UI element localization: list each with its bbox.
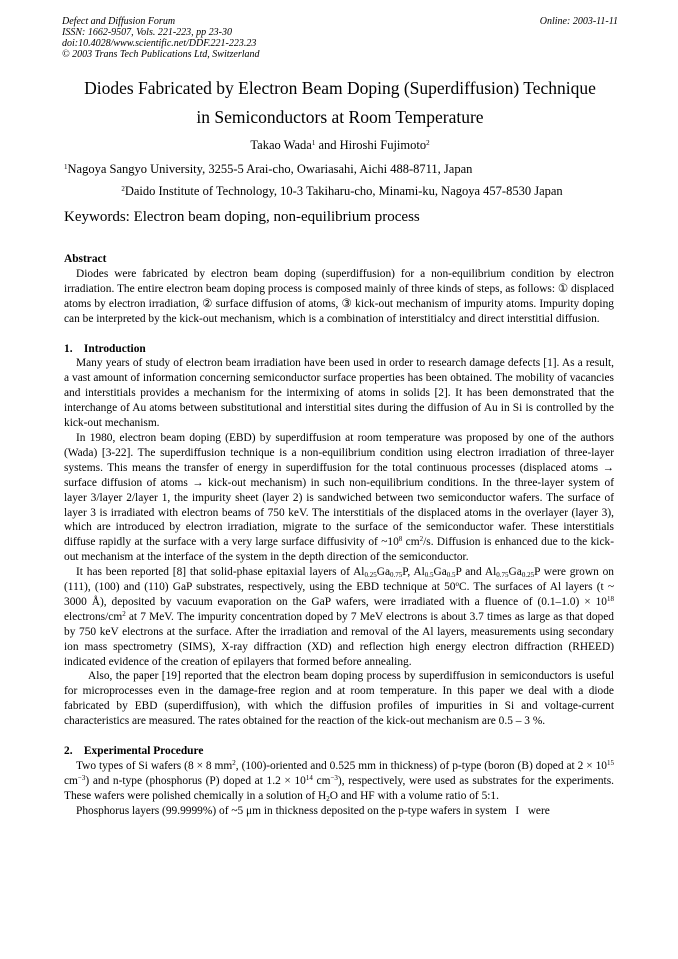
intro-p3-sup: 2 (122, 609, 126, 618)
exp-p1-sup: −3 (330, 773, 338, 782)
intro-p2-text-a: In 1980, electron beam doping (EBD) by superdiffusion at room temperature was proposed by one of the authors (Wada) [3-22]. The superdiffusion technique is a non-equilibrium condition using electron irradiation of three-layer systems. This means the transfer of energy in superdiffusion for the total continuous processes (displaced atoms → surface diffusion of atoms → kick-out mechanism) in such non-equilibrium conditions. In the three-layer system of layer 3/layer 2/layer 1, the impurity sheet (layer 2) is sandwiched between two semiconductor wafers. The surface of layer 3 is irradiated with electron beams of 750 keV. The interstitials of the displaced atoms in the overlayer (layer 3), which are introduced by electron irradiation, migrate to the surface of the semiconductor wafer. These interstitials diffuse rapidly at the surface with a very large surface diffusivity of ~10 (64, 431, 614, 549)
exp-p1-sub: 2 (326, 794, 330, 803)
exp-p1-text: cm (64, 774, 78, 787)
issn-line: ISSN: 1662-9507, Vols. 221-223, pp 23-30 (62, 27, 232, 38)
section-heading-experimental: 2. Experimental Procedure (64, 745, 204, 758)
title-line-1: Diodes Fabricated by Electron Beam Doping (Superdiffusion) Technique (84, 78, 596, 98)
intro-p3-text: P were grown on (111), (100) and (110) GaP substrates, respectively, using the EBD technique at 50 (64, 566, 614, 594)
online-date: Online: 2003-11-11 (539, 16, 618, 27)
exp-p1-text: Two types of Si wafers (8 × 8 mm (76, 760, 233, 772)
author-2: Hiroshi Fujimoto (339, 138, 427, 152)
intro-p3-sub: 0.5 (446, 571, 456, 580)
intro-p2-text-c: /s. Diffusion is enhanced due to the kick-out mechanism at the interface of the system in the depth direction of the semiconductor. (64, 536, 615, 564)
intro-p3-text: at 7 MeV. The impurity concentration doped by 7 MeV electrons is about 3.7 times as large as that doped by 750 keV electrons at the surface. After the irradiation and removal of the Al layers, measurements using secondary ion mass spectrometry (SIMS), X-ray diffraction (XD) and reflection high energy electron diffraction (RHEED) indicated evidence of the creation of epilayers that formed before annealing. (64, 610, 614, 668)
exp-p1-text: cm (312, 774, 331, 787)
paper-body (64, 252, 614, 819)
abstract-heading: Abstract (64, 253, 107, 265)
intro-p3-text: It has been reported [8] that solid-phase epitaxial layers of Al (76, 566, 365, 579)
copyright-line: © 2003 Trans Tech Publications Ltd, Switzerland (62, 49, 260, 60)
affiliation-1-text: Nagoya Sangyo University, 3255-5 Arai-cho, Owariasahi, Aichi 488-8711, Japan (67, 162, 473, 176)
intro-p3-sup: 18 (607, 594, 614, 603)
exp-p1-sup: 14 (305, 773, 313, 782)
intro-p2-sup-2: 2 (419, 535, 424, 544)
intro-p3-text: electrons/cm (64, 610, 123, 623)
exp-p1-text: ), respectively, were used as substrates for the experiments. These wafers were polished chemically in a solution of H (64, 774, 614, 802)
degree-sup: o (455, 580, 459, 589)
author-1: Takao Wada (250, 138, 312, 152)
intro-p3-text: Ga (433, 566, 447, 579)
author-list (62, 138, 618, 153)
paper-title (62, 74, 618, 132)
affiliation-1 (64, 162, 472, 177)
intro-p3-sub: 0.5 (424, 571, 434, 580)
intro-p3-text: Ga (376, 566, 391, 579)
exp-p1-text: , (100)-oriented and 0.525 mm in thickness) of p-type (boron (B) doped at 2 × 10 (235, 760, 607, 772)
section-heading-introduction: 1. Introduction (64, 342, 146, 355)
intro-p3-text: C. The surfaces of Al layers (t ~ 3000 Å), deposited by vacuum evaporation on the GaP wafers, were irradiated with a fluence of (0.1–1.0) × 10 (64, 581, 614, 608)
exp-p1-text: O and HF with a volume ratio of 5:1. (329, 789, 499, 802)
exp-p1-text: ) and n-type (phosphorus (P) doped at 1.2 × 10 (85, 774, 306, 787)
exp-p1-sup: −3 (77, 773, 86, 782)
doi-line: doi:10.4028/www.scientific.net/DDF.221-223.23 (62, 38, 257, 49)
intro-p3-sub: 0.25 (521, 571, 535, 580)
author-2-affil: 2 (426, 139, 430, 147)
affiliation-2-text: Daido Institute of Technology, 10-3 Takiharu-cho, Minami-ku, Nagoya 457-8530 Japan (124, 184, 563, 198)
affiliation-2-mark: 2 (121, 185, 125, 193)
intro-paragraph-1: Many years of study of electron beam irradiation have been used in order to research damage defects [1]. As a result, a vast amount of information concerning semiconductor surface properties has been obtained. The mobility of vacancies and interstitials provides a mechanism for the intermixing of atoms in solids [2]. It has been demonstrated that the interchange of Au atoms between substitutional and interstitial sites during the diffusion of Au in Si is controlled by the kick-out mechanism. (64, 357, 614, 430)
journal-name: Defect and Diffusion Forum (62, 16, 176, 27)
exp-p1-sup: 15 (606, 759, 614, 767)
intro-p2-text-b: cm (402, 536, 420, 549)
exp-paragraph-1 (64, 759, 614, 804)
keywords: Keywords: Electron beam doping, non-equilibrium process (64, 209, 420, 225)
exp-paragraph-2: Phosphorus layers (99.9999%) of ~5 μm in thickness deposited on the p-type wafers in system I were (76, 804, 550, 817)
title-line-2: in Semiconductors at Room Temperature (196, 107, 484, 127)
intro-paragraph-2 (64, 431, 614, 565)
intro-p3-sub: 0.75 (390, 571, 403, 580)
intro-paragraph-3 (64, 565, 614, 669)
author-conjunction: and (315, 138, 340, 152)
intro-p3-text: P and Al (455, 566, 497, 579)
intro-paragraph-4: Also, the paper [19] reported that the electron beam doping process by superdiffusion in semiconductors is useful for microprocesses even in the damage-free region and at room temperature. In this paper we deal with a diode fabricated by EBD (superdiffusion), with which the diffusion profiles of impurities in Si and voltage-current characteristics are measured. The rates obtained for the reaction of the kick-out mechanism are 0.5 – 3 %. (64, 670, 614, 728)
affiliation-1-mark: 1 (64, 163, 68, 171)
exp-p1-sup: 2 (232, 759, 236, 767)
intro-p3-text: P, Al (402, 566, 425, 579)
abstract-text: Diodes were fabricated by electron beam doping (superdiffusion) for a non-equilibrium condition by electron irradiation. The entire electron beam doping process is composed mainly of three kinds of steps, as follows: ① displaced atoms by electron irradiation, ② surface diffusion of atoms, ③ kick-out mechanism of impurity atoms. Impurity doping can be interpreted by the kick-out mechanism, which is a combination of interstitialcy and direct interstitial diffusion. (64, 267, 614, 325)
intro-p2-sup-1: 8 (398, 535, 403, 544)
intro-p3-sub: 0.25 (364, 571, 377, 580)
journal-header (62, 16, 618, 60)
affiliation-2 (64, 184, 620, 199)
intro-p3-text: Ga (508, 566, 522, 579)
author-1-affil: 1 (311, 139, 316, 147)
intro-p3-sub: 0.75 (496, 571, 509, 580)
